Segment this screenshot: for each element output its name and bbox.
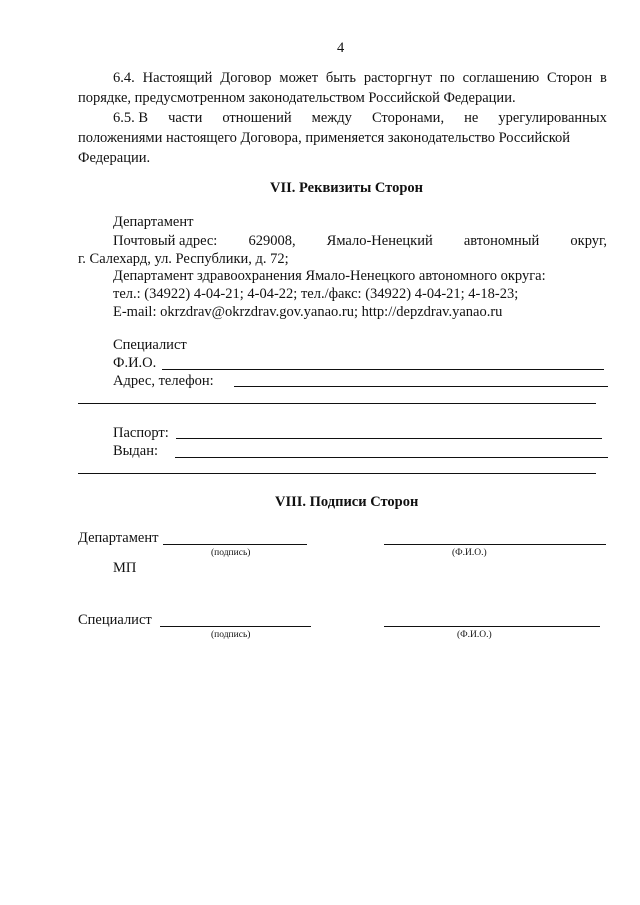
fio-line (162, 369, 604, 370)
word: Настоящий (142, 70, 213, 86)
word: 6.5. В (113, 110, 149, 126)
department-full-name: Департамент здравоохранения Ямало-Ненецкого автономного округа: (113, 268, 546, 284)
word: может (279, 70, 319, 86)
word: 6.4. (113, 70, 135, 86)
signature-specialist-label: Специалист (78, 612, 152, 628)
department-label: Департамент (113, 214, 194, 230)
word: 629008, (248, 233, 296, 249)
clause-6-4-line-2: порядке, предусмотренном законодательством Российской Федерации. (78, 90, 516, 106)
word: Ямало-Ненецкий (326, 233, 433, 249)
issued-line-2 (78, 473, 596, 474)
word: Договор (220, 70, 272, 86)
clause-6-5-line-2: положениями настоящего Договора, применяется законодательство Российской (78, 130, 571, 146)
word: не (464, 110, 479, 126)
word: Почтовый адрес: (113, 233, 218, 249)
passport-line (176, 438, 602, 439)
section-7-title: VII. Реквизиты Сторон (270, 180, 424, 196)
issued-label: Выдан: (113, 443, 159, 459)
word: части (168, 110, 203, 126)
specialist-fio-caption: (Ф.И.О.) (457, 630, 492, 640)
clause-6-4-line-1 (113, 70, 607, 87)
word: урегулированных (498, 110, 607, 126)
postal-address-cont: г. Салехард, ул. Республики, д. 72; (78, 251, 289, 267)
word: автономный (463, 233, 540, 249)
word: Сторонами, (371, 110, 445, 126)
specialist-signature-caption: (подпись) (211, 630, 251, 640)
word: по (439, 70, 455, 86)
specialist-label: Специалист (113, 337, 187, 353)
word: Сторон (547, 70, 593, 86)
word: соглашению (462, 70, 540, 86)
specialist-fio-line (384, 626, 600, 627)
mp-stamp-label: МП (113, 560, 137, 576)
section-8-title: VIII. Подписи Сторон (275, 494, 419, 510)
department-fio-line (384, 544, 606, 545)
department-signature-line (163, 544, 307, 545)
department-signature-caption: (подпись) (211, 548, 251, 558)
word: в (600, 70, 607, 86)
address-phone-line-2 (78, 403, 596, 404)
word: быть (325, 70, 356, 86)
address-phone-line (234, 386, 608, 387)
specialist-signature-line (160, 626, 311, 627)
postal-address-line (113, 233, 607, 250)
email-and-site: E-mail: okrzdrav@okrzdrav.gov.yanao.ru; http://depzdrav.yanao.ru (113, 304, 503, 320)
word: округ, (570, 233, 607, 249)
page-number: 4 (337, 40, 345, 56)
clause-6-5-line-1 (113, 110, 607, 127)
signature-department-label: Департамент (78, 530, 159, 546)
department-fio-caption: (Ф.И.О.) (452, 548, 487, 558)
clause-6-5-line-3: Федерации. (78, 150, 151, 166)
word: между (311, 110, 352, 126)
word: отношений (222, 110, 292, 126)
phones: тел.: (34922) 4-04-21; 4-04-22; тел./факс: (34922) 4-04-21; 4-18-23; (113, 286, 519, 302)
word: расторгнут (363, 70, 432, 86)
issued-line (175, 457, 608, 458)
address-phone-label: Адрес, телефон: (113, 373, 214, 389)
fio-label: Ф.И.О. (113, 355, 157, 371)
passport-label: Паспорт: (113, 425, 169, 441)
